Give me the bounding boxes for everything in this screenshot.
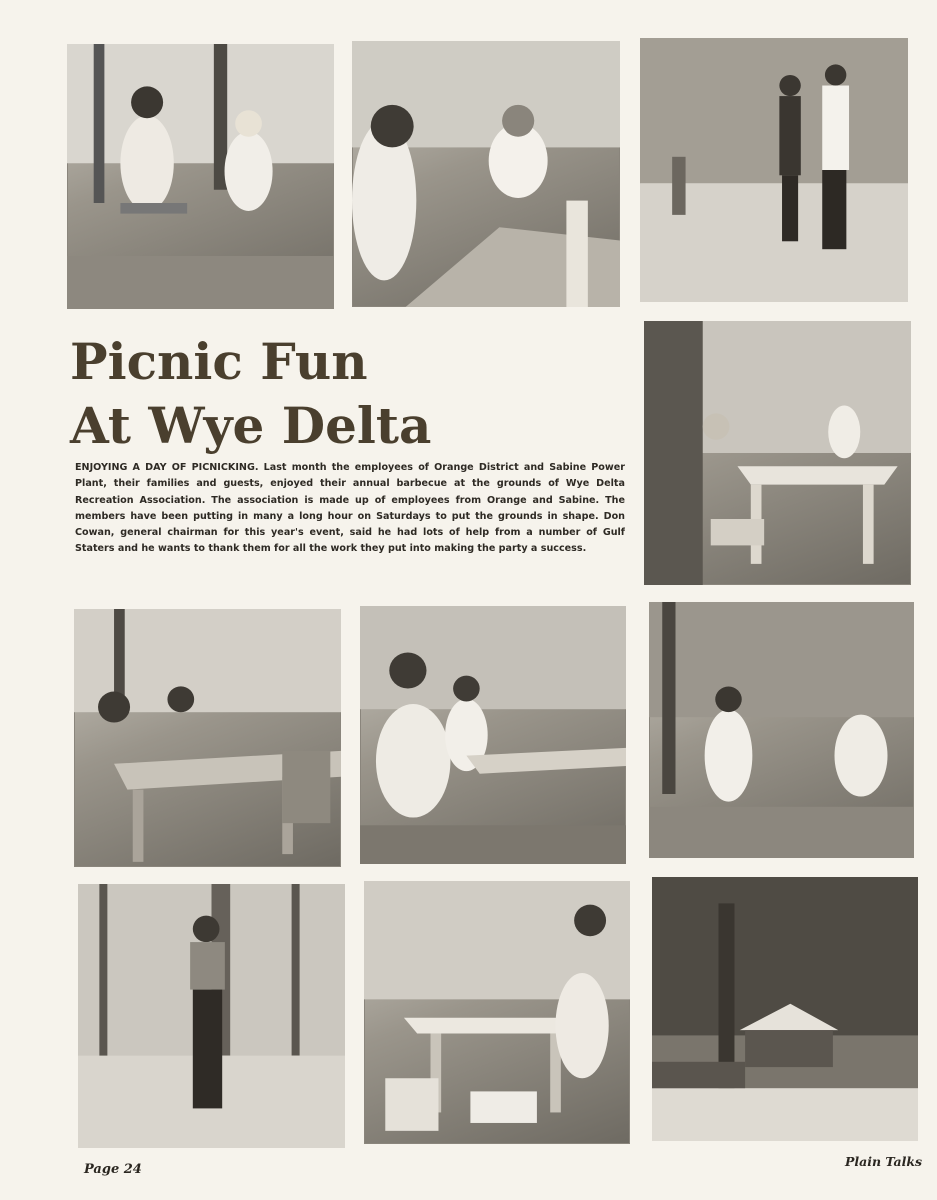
photo-folding-chairs-crowd — [649, 602, 914, 858]
photo-man-pitching-horseshoe — [78, 884, 345, 1148]
photo-women-picnic-table — [74, 609, 341, 867]
publication-name: Plain Talks — [845, 1154, 923, 1169]
article-title-line-2: At Wye Delta — [70, 396, 432, 455]
article-caption: ENJOYING A DAY OF PICNICKING. Last month the employees of Orange District and Sabine Power Plant, their families and guests, enjoyed their annual barbecue at the grounds of Wye Delta Recreation Association. The association is made up of employees from Orange and Sabine. The members have been putting in many a long hour on Saturdays to put the grounds in shape. Don Cowan, general chairman for this year's event, said he had lots of help from a number of Gulf Staters and he wants to thank them for all the work they put into making the party a success. — [75, 462, 625, 555]
page-number: Page 24 — [84, 1162, 142, 1177]
photo-women-seated-chairs — [67, 44, 334, 309]
photo-family-at-table — [644, 321, 911, 585]
article-title — [70, 330, 450, 458]
photo-couples-dining — [360, 606, 626, 864]
photo-pavilion-under-trees — [652, 877, 918, 1141]
photo-group-picnic-table — [364, 881, 630, 1144]
article-title-line-1: Picnic Fun — [70, 332, 368, 391]
photo-horseshoe-players — [640, 38, 908, 302]
photo-men-at-table — [352, 41, 620, 307]
